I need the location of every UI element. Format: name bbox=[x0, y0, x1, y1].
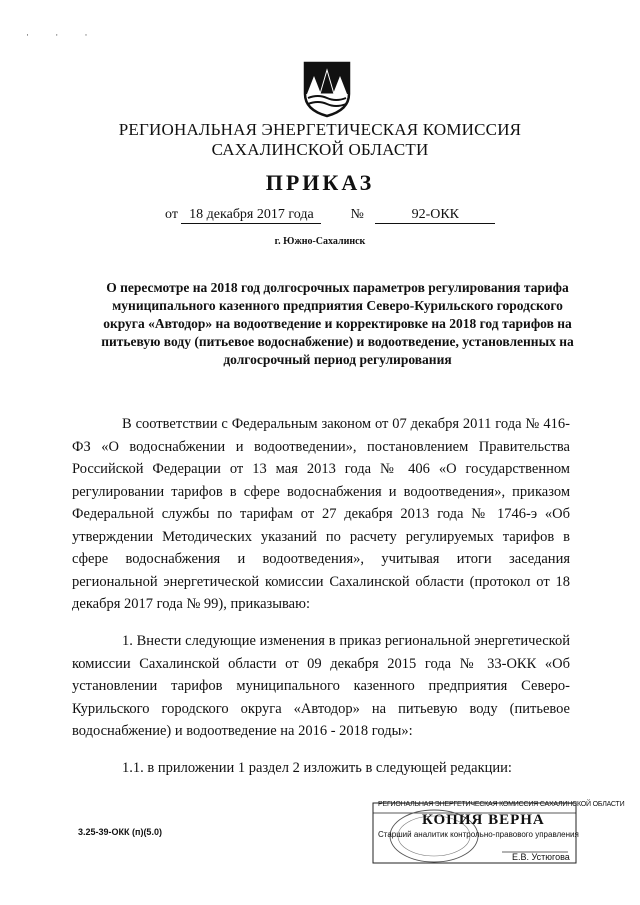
date-prefix: от bbox=[165, 207, 178, 222]
preamble-paragraph: В соответствии с Федеральным законом от 07 декабря 2011 года № 416-ФЗ «О водоснабжении и водоотведении», постановлением Правительства Российской Федерации от 13 мая 2013 года № 406 «О государственном регулировании тарифов в сфере водоснабжения и водоотведения», приказом Федеральной службы по тарифам от 27 декабря 2013 года № 1746-э «Об утверждении Методических указаний по расчету регулируемых тарифов в сфере водоснабжения и водоотведения», учитывая итоги заседания региональной энергетической комиссии Сахалинской области (протокол от 18 декабря 2017 года № 99), приказываю: bbox=[72, 416, 570, 612]
stamp-org-name: РЕГИОНАЛЬНАЯ ЭНЕРГЕТИЧЕСКАЯ КОМИССИЯ САХАЛИНСКОЙ ОБЛАСТИ bbox=[378, 801, 625, 808]
date-number-line bbox=[165, 207, 495, 224]
item-1-1-paragraph: 1.1. в приложении 1 раздел 2 изложить в следующей редакции: bbox=[122, 760, 512, 776]
order-date: 18 декабря 2017 года bbox=[181, 207, 321, 224]
scan-specks: · · · bbox=[26, 30, 100, 40]
stamp-position: Старший аналитик контрольно-правового управления bbox=[378, 830, 579, 839]
document-title: ПРИКАЗ bbox=[265, 170, 375, 195]
stamp-heading: КОПИЯ ВЕРНА bbox=[422, 812, 545, 828]
order-number: 92-ОКК bbox=[375, 207, 495, 224]
coat-of-arms-emblem bbox=[302, 60, 352, 118]
order-subject: О пересмотре на 2018 год долгосрочных параметров регулирования тарифа муниципального казенного предприятия Северо-Курильского городского округа «Автодор» на водоотведение и корректировке на 2018 год тарифов на питьевую воду (питьевое водоснабжение) и водоотведение, установленных на долгосрочный период регулирования bbox=[101, 280, 574, 367]
city: г. Южно-Сахалинск bbox=[274, 236, 366, 247]
item-1-paragraph: 1. Внести следующие изменения в приказ региональной энергетической комиссии Сахалинской области от 09 декабря 2015 года № 33-ОКК «Об установлении тарифов муниципального казенного предприятия Северо-Курильского городского округа «Автодор» на питьевую воду (питьевое водоснабжение) и водоотведение на 2016 - 2018 годы»: bbox=[72, 633, 570, 739]
number-sign: № bbox=[350, 207, 364, 222]
document-code: 3.25-39-ОКК (п)(5.0) bbox=[78, 827, 162, 837]
stamp-signatory-name: Е.В. Устюгова bbox=[512, 852, 570, 862]
org-name-line1: РЕГИОНАЛЬНАЯ ЭНЕРГЕТИЧЕСКАЯ КОМИССИЯ bbox=[118, 120, 522, 139]
org-name-line2: САХАЛИНСКОЙ ОБЛАСТИ bbox=[211, 140, 429, 159]
